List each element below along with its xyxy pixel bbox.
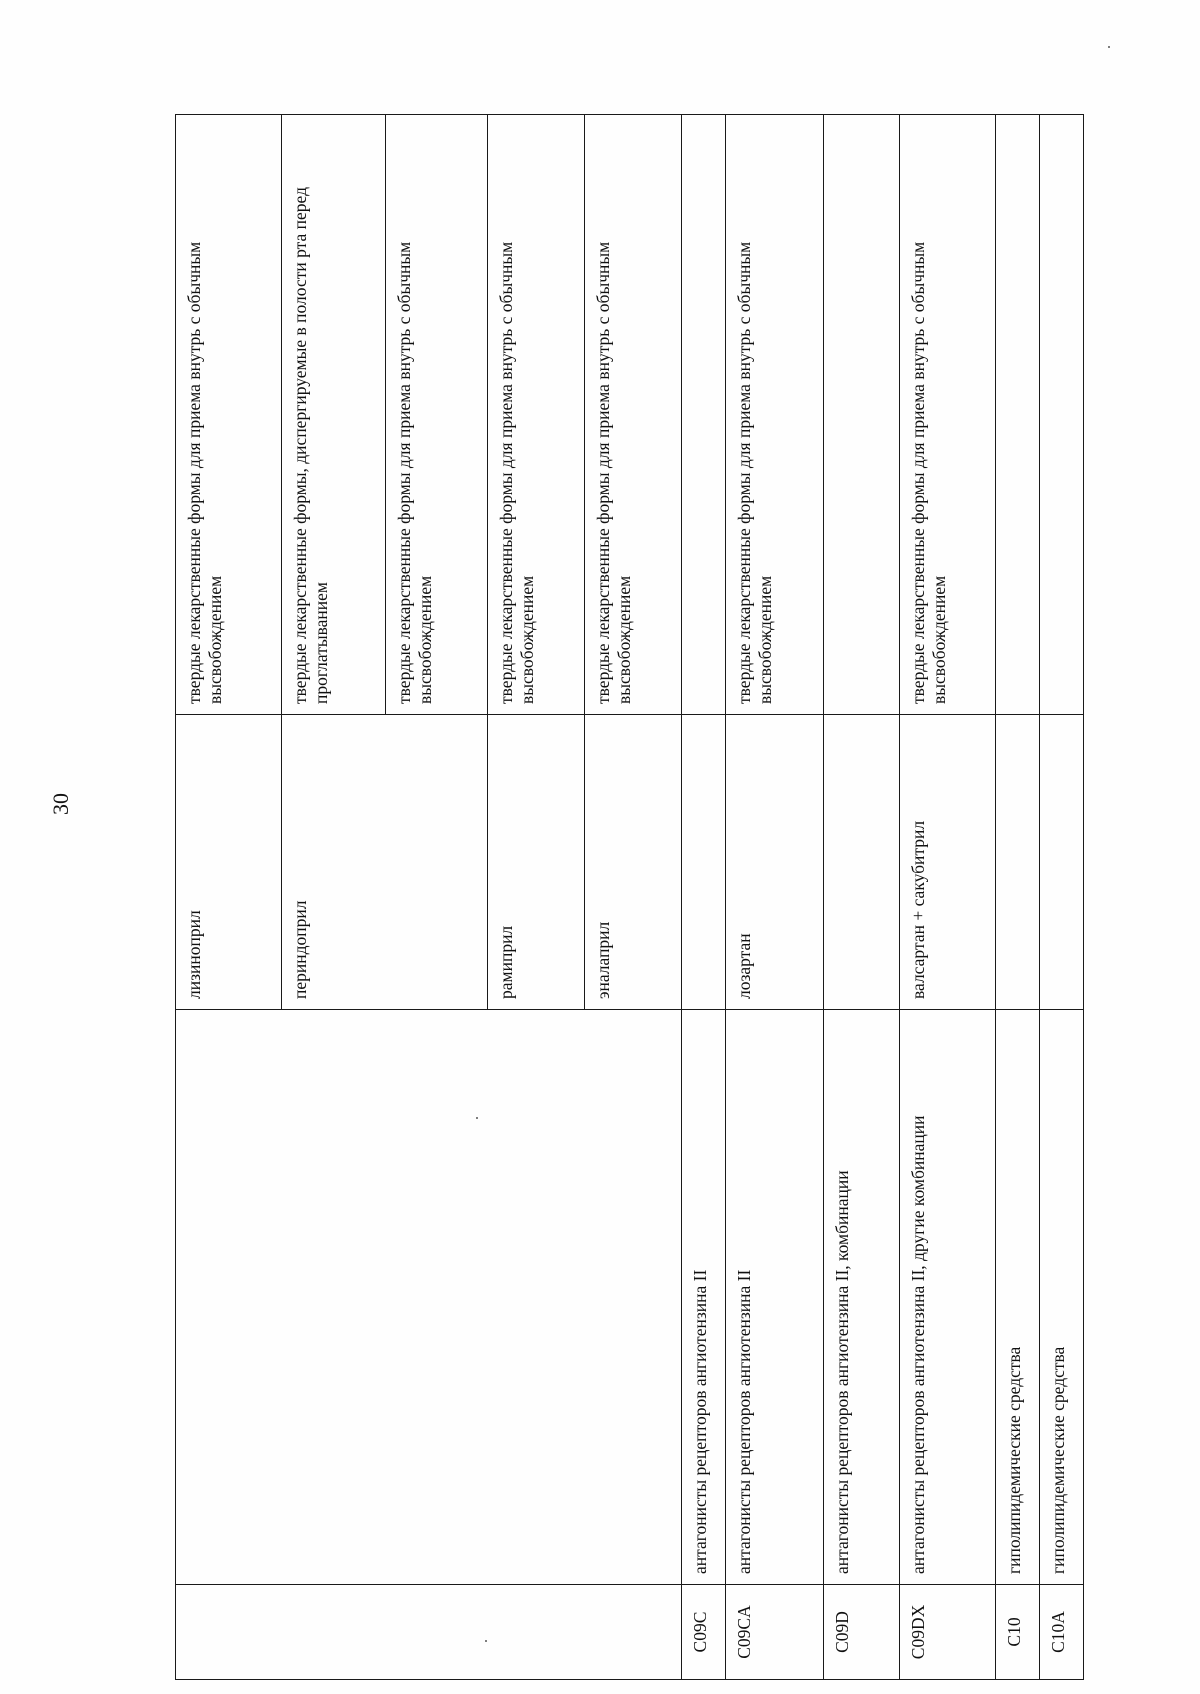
group-name-cell: гиполипидемические средства <box>996 1010 1040 1585</box>
atc-code-cell: C09C <box>682 1585 726 1680</box>
scan-speck <box>1108 46 1110 48</box>
dosage-form-cell: твердые лекарственные формы для приема внутрь с обычным высвобождением <box>900 115 996 715</box>
table-row <box>996 115 1040 1680</box>
drug-name-cell: периндоприл <box>282 715 488 1010</box>
group-name-cell: антагонисты рецепторов ангиотензина II <box>682 1010 726 1585</box>
group-name-cell: антагонисты рецепторов ангиотензина II, другие комбинации <box>900 1010 996 1585</box>
group-name-cell: гиполипидемические средства <box>1040 1010 1084 1585</box>
group-name-cell <box>176 1010 682 1585</box>
dosage-form-cell <box>996 115 1040 715</box>
dosage-form-cell <box>682 115 726 715</box>
atc-code-cell: C09CA <box>726 1585 824 1680</box>
atc-code-cell: C09D <box>824 1585 900 1680</box>
table-row <box>682 115 726 1680</box>
atc-code-cell: C09DX <box>900 1585 996 1680</box>
dosage-form-cell: твердые лекарственные формы для приема внутрь с обычным высвобождением <box>176 115 282 715</box>
dosage-form-cell: твердые лекарственные формы для приема внутрь с обычным высвобождением <box>488 115 585 715</box>
drug-name-cell: эналаприл <box>585 715 682 1010</box>
table-row <box>1040 115 1084 1680</box>
dosage-form-cell <box>1040 115 1084 715</box>
dosage-form-cell: твердые лекарственные формы для приема внутрь с обычным высвобождением <box>585 115 682 715</box>
table-row <box>900 115 996 1680</box>
dosage-form-cell: твердые лекарственные формы для приема внутрь с обычным высвобождением <box>386 115 488 715</box>
drug-name-cell: лизиноприл <box>176 715 282 1010</box>
dosage-form-cell: твердые лекарственные формы, диспергируемые в полости рта перед проглатыванием <box>282 115 386 715</box>
drug-name-cell: лозартан <box>726 715 824 1010</box>
atc-code-cell: C10 <box>996 1585 1040 1680</box>
table-row <box>176 115 282 1680</box>
drug-name-cell <box>996 715 1040 1010</box>
dosage-form-cell <box>824 115 900 715</box>
table-row <box>824 115 900 1680</box>
medication-table <box>175 114 1084 1680</box>
dosage-form-cell: твердые лекарственные формы для приема внутрь с обычным высвобождением <box>726 115 824 715</box>
atc-code-cell: C10A <box>1040 1585 1084 1680</box>
group-name-cell: антагонисты рецепторов ангиотензина II, комбинации <box>824 1010 900 1585</box>
atc-code-cell <box>176 1585 682 1680</box>
drug-name-cell <box>682 715 726 1010</box>
rotated-table-container <box>175 115 1135 1680</box>
drug-name-cell <box>824 715 900 1010</box>
drug-name-cell: рамиприл <box>488 715 585 1010</box>
drug-name-cell: валсартан + сакубитрил <box>900 715 996 1010</box>
drug-name-cell <box>1040 715 1084 1010</box>
table-row <box>726 115 824 1680</box>
page-number: 30 <box>48 793 73 815</box>
group-name-cell: антагонисты рецепторов ангиотензина II <box>726 1010 824 1585</box>
